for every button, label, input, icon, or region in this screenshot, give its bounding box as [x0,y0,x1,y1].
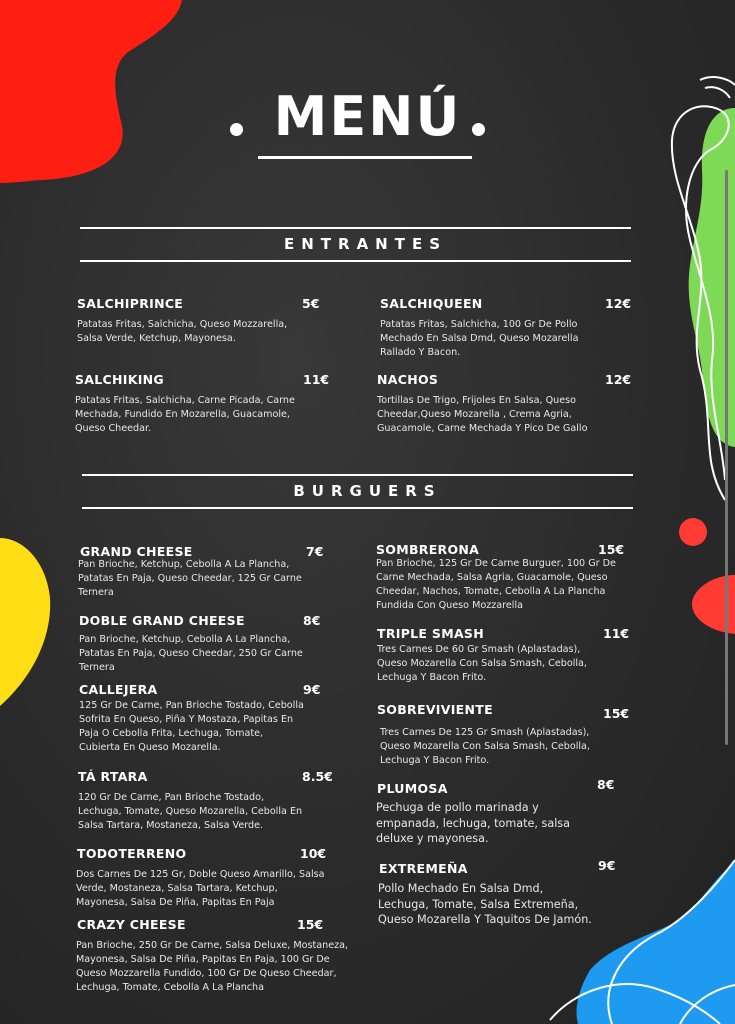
item-price: 11€ [603,626,630,641]
item-description: Pollo Mechado En Salsa Dmd, Lechuga, Tomate, Salsa Extremeña, Queso Mozarella Y Taquitos De Jamón. [378,882,592,926]
item-price: 10€ [300,846,327,861]
item-description: Patatas Fritas, Salchicha, 100 Gr De Pollo Mechado En Salsa Dmd, Queso Mozarella Rallado Y Bacon. [380,319,579,358]
menu-title: MENÚ [273,85,462,148]
item-price: 12€ [605,296,632,311]
item-name: TÁ RTARA [78,769,148,784]
item-name: DOBLE GRAND CHEESE [79,613,245,628]
item-name: TODOTERRENO [77,846,187,861]
item-name: SOBREVIVIENTE [377,702,493,717]
item-name: SOMBRERONA [376,542,480,557]
scrollbar[interactable] [725,170,728,745]
title-underline [258,156,472,159]
burguers-bottom-rule [82,507,633,509]
item-description: Patatas Fritas, Salchicha, Carne Picada, Carne Mechada, Fundido En Mozarella, Guacamole, Queso Cheedar. [75,395,295,434]
coral-half-blob [692,575,735,634]
item-description: 125 Gr De Carne, Pan Brioche Tostado, Cebolla Sofrita En Queso, Piña Y Mostaza, Papitas En Paja O Cebolla Frita, Lechuga, Tomate, Cubierta En Queso Mozarella. [79,700,304,753]
item-price: 5€ [302,296,320,311]
item-description: Patatas Fritas, Salchicha, Queso Mozzarella, Salsa Verde, Ketchup, Mayonesa. [77,319,288,344]
yellow-blob [0,538,50,706]
item-price: 15€ [603,706,630,721]
item-description: Pan Brioche, Ketchup, Cebolla A La Plancha, Patatas En Paja, Queso Cheedar, 250 Gr Carne Ternera [79,634,303,673]
blue-blob [577,862,735,1024]
item-name: PLUMOSA [377,781,448,796]
section-title-entrantes: ENTRANTES [283,235,448,253]
item-description: Tortillas De Trigo, Frijoles En Salsa, Queso Cheedar,Queso Mozarella , Crema Agria, Guacamole, Carne Mechada Y Pico De Gallo [377,395,588,434]
item-name: SALCHIPRINCE [77,296,184,311]
item-price: 15€ [297,917,324,932]
item-name: CALLEJERA [79,682,158,697]
item-name: SALCHIKING [75,372,164,387]
item-description: Tres Carnes De 125 Gr Smash (Aplastadas), Queso Mozarella Con Salsa Smash, Cebolla, Lechuga Y Bacon Frito. [380,727,590,766]
entrantes-top-rule [80,227,631,229]
item-price: 15€ [598,542,625,557]
menu-header [0,80,735,150]
item-price: 9€ [303,682,321,697]
item-description: Pechuga de pollo marinada y empanada, lechuga, tomate, salsa deluxe y mayonesa. [376,801,570,845]
item-description: Tres Carnes De 60 Gr Smash (Aplastadas), Queso Mozarella Con Salsa Smash, Cebolla, Lechuga Y Bacon Frito. [377,644,587,683]
coral-dot [679,518,707,546]
item-description: Pan Brioche, 125 Gr De Carne Burguer, 100 Gr De Carne Mechada, Salsa Agria, Guacamole, Queso Cheedar, Nachos, Tomate, Cebolla A La Plancha Fundida Con Queso Mozzarella [376,558,616,611]
section-title-burguers: BURGUERS [293,482,442,500]
item-price: 9€ [598,858,616,873]
burguers-top-rule [82,474,633,476]
item-description: 120 Gr De Carne, Pan Brioche Tostado, Lechuga, Tomate, Queso Mozarella, Cebolla En Salsa Tartara, Mostaneza, Salsa Verde. [78,792,303,831]
item-price: 7€ [306,544,324,559]
entrantes-bottom-rule [80,260,631,262]
item-price: 8€ [303,613,321,628]
item-description: Dos Carnes De 125 Gr, Doble Queso Amarillo, Salsa Verde, Mostaneza, Salsa Tartara, Ketchup, Mayonesa, Salsa De Piña, Papitas En Paja [76,869,325,908]
item-price: 11€ [303,372,330,387]
item-description: Pan Brioche, Ketchup, Cebolla A La Plancha, Patatas En Paja, Queso Cheedar, 125 Gr Carne Ternera [78,559,302,598]
item-name: TRIPLE SMASH [377,626,484,641]
item-name: SALCHIQUEEN [380,296,483,311]
item-price: 8.5€ [302,769,333,784]
item-price: 12€ [605,372,632,387]
item-name: EXTREMEÑA [379,861,468,876]
item-name: GRAND CHEESE [80,544,193,559]
item-name: CRAZY CHEESE [77,917,186,932]
item-description: Pan Brioche, 250 Gr De Carne, Salsa Deluxe, Mostaneza, Mayonesa, Salsa De Piña, Papitas En Paja, 100 Gr De Queso Mozzarella Fundido, 100 Gr De Queso Cheedar, Lechuga, Tomate, Cebolla A La Plancha [76,940,349,993]
item-price: 8€ [597,777,615,792]
item-name: NACHOS [377,372,439,387]
title-dot-right [472,123,485,136]
